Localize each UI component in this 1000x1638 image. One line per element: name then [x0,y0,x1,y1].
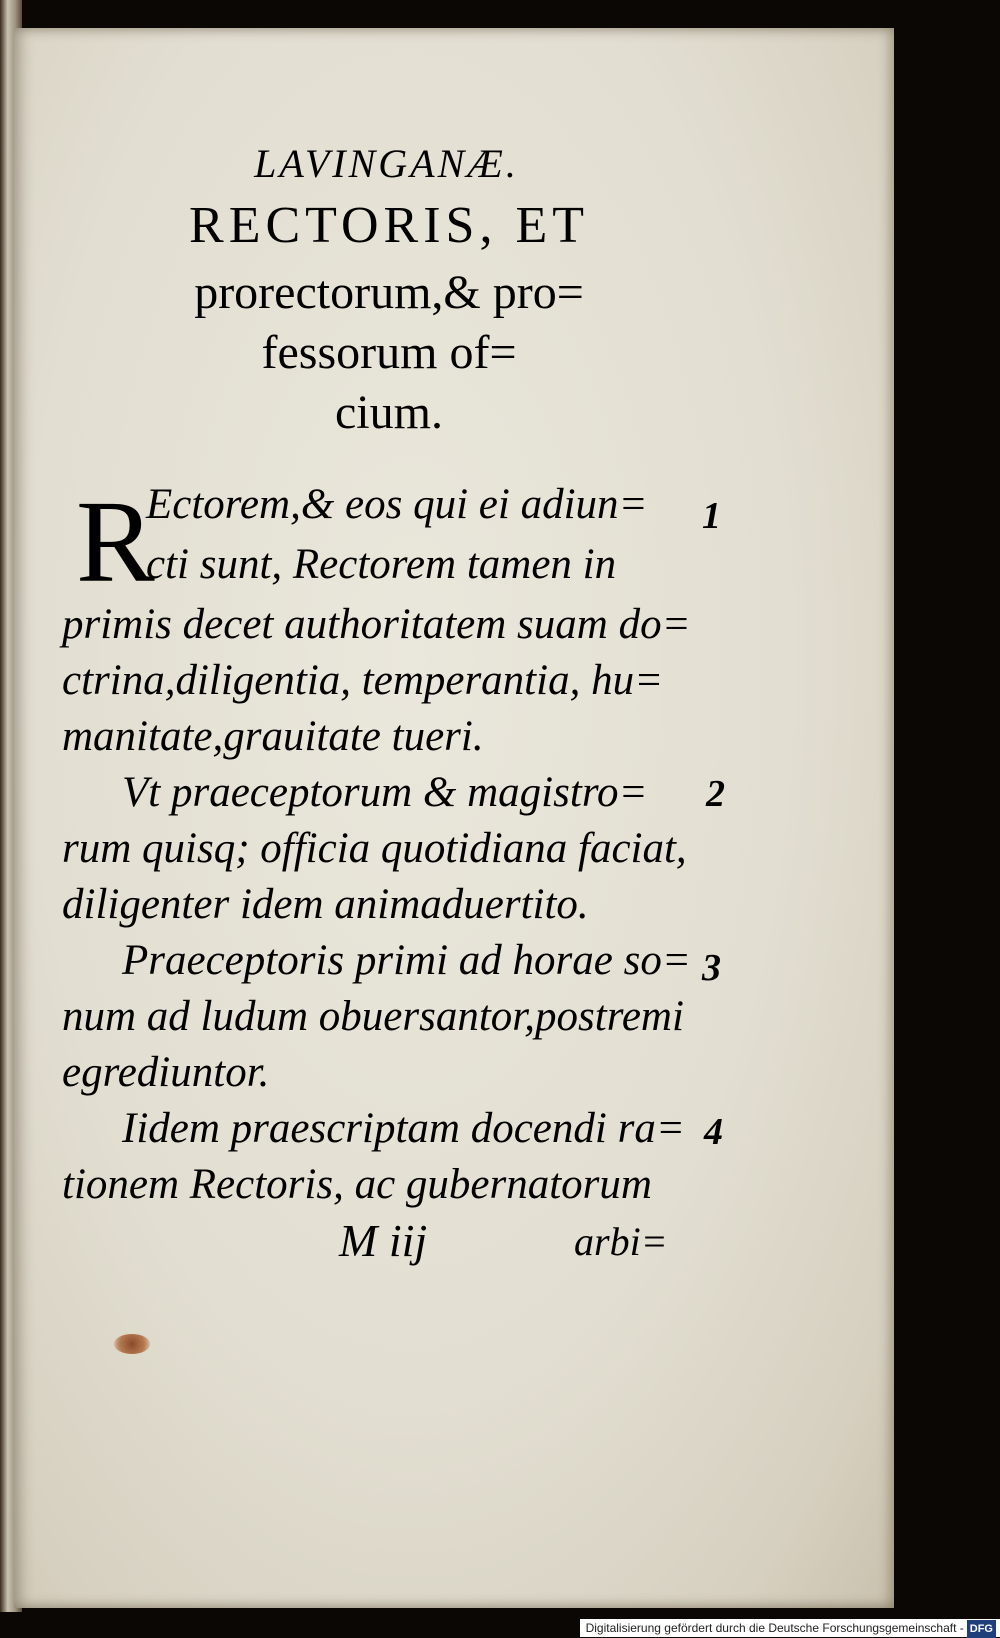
running-head: LAVINGANÆ. [254,141,519,186]
book-page [14,28,894,1608]
subtitle-line: fessorum of= [261,326,517,379]
text-line: rum quisq; officia quotidiana faciat, [62,825,687,872]
subtitle-line: cium. [335,386,443,439]
text-line: primis decet authoritatem suam do= [62,601,691,648]
digitization-footer [580,1619,1000,1637]
text-line: Iidem praescriptam docendi ra= [122,1105,685,1152]
section-subtitle [164,263,614,443]
text-line: manitate,grauitate tueri. [62,713,484,760]
text-line: Praeceptoris primi ad horae so= [122,937,691,984]
section-title: RECTORIS, ET [189,197,589,254]
margin-number: 3 [702,947,721,989]
footer-text: Digitalisierung gefördert durch die Deutsche Forschungsgemeinschaft - [585,1621,964,1635]
text-line: num ad ludum obuersantor,postremi [62,993,684,1040]
signature-mark: M iij [339,1215,428,1266]
margin-number: 4 [704,1111,723,1153]
catchword: arbi= [574,1219,668,1264]
subtitle-line: prorectorum,& pro= [194,266,584,319]
text-line: Ectorem,& eos qui ei adiun= [146,481,648,528]
drop-cap: R [76,476,155,607]
margin-number: 1 [702,495,721,537]
dfg-logo: DFG [967,1620,996,1638]
text-line: ctrina,diligentia, temperantia, hu= [62,657,664,704]
text-line: tionem Rectoris, ac gubernatorum [62,1161,652,1208]
margin-number: 2 [706,773,725,815]
text-line: diligenter idem animaduertito. [62,881,589,928]
ink-stain [114,1334,150,1354]
text-line: cti sunt, Rectorem tamen in [146,541,617,588]
text-line: Vt praeceptorum & magistro= [122,769,648,816]
text-line: egrediuntor. [62,1049,270,1096]
